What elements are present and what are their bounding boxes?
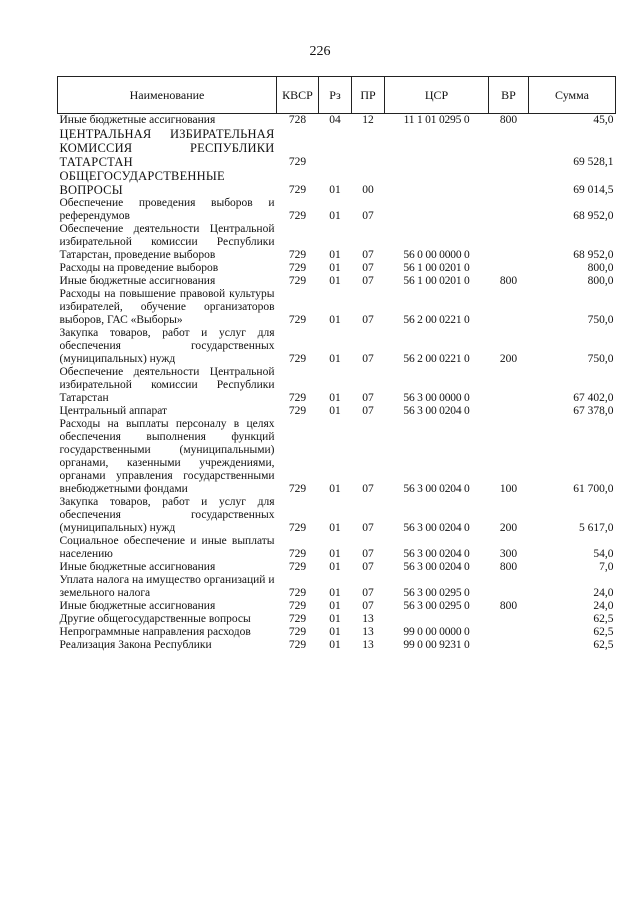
cell-vr: 200 xyxy=(499,353,518,365)
cell-csr: 56 3 00 0295 0 xyxy=(403,587,470,599)
table-row xyxy=(58,496,616,535)
cell-name: Закупка товаров, работ и услуг для обеспечения государственных (муниципальных) нужд xyxy=(59,327,275,365)
cell-vr xyxy=(489,223,529,262)
table-row xyxy=(58,223,616,262)
cell-pr: 07 xyxy=(362,600,374,612)
cell-rz xyxy=(319,127,352,169)
cell-csr: 99 0 00 0000 0 xyxy=(403,626,470,638)
cell-vr: 800 xyxy=(499,600,518,612)
cell-pr: 07 xyxy=(362,249,374,261)
cell-rz: 01 xyxy=(329,522,341,534)
cell-csr: 56 2 00 0221 0 xyxy=(403,353,470,365)
cell-csr: 56 3 00 0000 0 xyxy=(403,392,470,404)
cell-name: Расходы на проведение выборов xyxy=(59,262,219,274)
cell-name: ЦЕНТРАЛЬНАЯ ИЗБИРАТЕЛЬНАЯ КОМИССИЯ РЕСПУБЛИКИ ТАТАРСТАН xyxy=(59,127,275,169)
cell-rz: 01 xyxy=(329,314,341,326)
cell-rz: 01 xyxy=(329,600,341,612)
cell-vr xyxy=(489,288,529,327)
cell-sum: 24,0 xyxy=(593,587,614,599)
cell-kvsr: 729 xyxy=(288,548,307,560)
cell-vr xyxy=(489,127,529,169)
cell-kvsr: 729 xyxy=(288,405,307,417)
cell-vr xyxy=(489,366,529,405)
cell-rz: 01 xyxy=(329,626,341,638)
cell-name: Иные бюджетные ассигнования xyxy=(59,561,216,573)
cell-vr xyxy=(489,169,529,197)
cell-kvsr: 729 xyxy=(288,262,307,274)
cell-rz: 01 xyxy=(329,353,341,365)
cell-csr xyxy=(385,197,489,223)
table-row xyxy=(58,574,616,600)
cell-rz: 01 xyxy=(329,587,341,599)
table-header-row xyxy=(58,77,616,114)
cell-kvsr: 729 xyxy=(288,561,307,573)
cell-vr xyxy=(489,574,529,600)
cell-sum: 45,0 xyxy=(593,114,614,126)
cell-kvsr: 729 xyxy=(288,522,307,534)
cell-pr: 13 xyxy=(362,613,374,625)
cell-rz: 01 xyxy=(329,392,341,404)
cell-rz: 01 xyxy=(329,249,341,261)
cell-sum: 800,0 xyxy=(587,275,614,287)
cell-pr: 07 xyxy=(362,275,374,287)
cell-sum: 5 617,0 xyxy=(579,522,614,534)
cell-pr: 13 xyxy=(362,639,374,651)
cell-pr: 07 xyxy=(362,210,374,222)
cell-pr: 07 xyxy=(362,483,374,495)
cell-vr: 800 xyxy=(499,275,518,287)
cell-kvsr: 729 xyxy=(288,600,307,612)
cell-sum: 750,0 xyxy=(587,314,614,326)
cell-vr: 300 xyxy=(499,548,518,560)
table-row xyxy=(58,114,616,128)
cell-vr: 200 xyxy=(499,522,518,534)
cell-kvsr: 729 xyxy=(288,392,307,404)
cell-csr: 56 3 00 0204 0 xyxy=(403,483,470,495)
cell-csr: 56 3 00 0204 0 xyxy=(403,548,470,560)
cell-pr: 07 xyxy=(362,314,374,326)
cell-rz: 01 xyxy=(329,210,341,222)
cell-name: Реализация Закона Республики xyxy=(59,639,212,651)
cell-name: Центральный аппарат xyxy=(59,405,168,417)
cell-rz: 01 xyxy=(329,561,341,573)
table-row xyxy=(58,626,616,639)
cell-rz: 01 xyxy=(329,613,341,625)
cell-sum: 62,5 xyxy=(593,626,614,638)
cell-kvsr: 728 xyxy=(288,114,307,126)
table-row xyxy=(58,169,616,197)
cell-rz: 01 xyxy=(329,548,341,560)
cell-name: Непрограммные направления расходов xyxy=(59,626,251,638)
cell-name: Закупка товаров, работ и услуг для обеспечения государственных (муниципальных) нужд xyxy=(59,496,275,534)
cell-kvsr: 729 xyxy=(288,314,307,326)
cell-csr: 56 1 00 0201 0 xyxy=(403,275,470,287)
header-rz: Рз xyxy=(319,77,352,114)
cell-name: Уплата налога на имущество организаций и земельного налога xyxy=(59,574,275,599)
table-row xyxy=(58,275,616,288)
cell-kvsr: 729 xyxy=(288,483,307,495)
cell-kvsr: 729 xyxy=(288,613,307,625)
page-number: 226 xyxy=(309,44,331,59)
cell-sum: 68 952,0 xyxy=(573,249,614,261)
table-row xyxy=(58,613,616,626)
cell-name: Иные бюджетные ассигнования xyxy=(59,114,216,126)
cell-rz: 01 xyxy=(329,184,341,196)
table-row xyxy=(58,127,616,169)
cell-name: Обеспечение деятельности Центральной избирательной комиссии Республики Татарстан, проведение выборов xyxy=(59,223,275,261)
cell-kvsr: 729 xyxy=(288,210,307,222)
cell-csr xyxy=(385,127,489,169)
table-row xyxy=(58,262,616,275)
cell-name: Обеспечение деятельности Центральной избирательной комиссии Республики Татарстан xyxy=(59,366,275,404)
cell-vr xyxy=(489,262,529,275)
table-row xyxy=(58,639,616,652)
cell-csr: 56 3 00 0204 0 xyxy=(403,561,470,573)
cell-rz: 04 xyxy=(329,114,341,126)
cell-vr: 100 xyxy=(499,483,518,495)
cell-kvsr: 729 xyxy=(288,184,307,196)
cell-kvsr: 729 xyxy=(288,626,307,638)
cell-vr xyxy=(489,197,529,223)
cell-vr: 800 xyxy=(499,114,518,126)
cell-csr: 56 3 00 0204 0 xyxy=(403,522,470,534)
cell-csr xyxy=(385,613,489,626)
cell-kvsr: 729 xyxy=(288,639,307,651)
cell-sum: 62,5 xyxy=(593,613,614,625)
cell-pr: 07 xyxy=(362,405,374,417)
cell-name: Иные бюджетные ассигнования xyxy=(59,600,216,612)
cell-name: ОБЩЕГОСУДАРСТВЕННЫЕ ВОПРОСЫ xyxy=(59,169,225,197)
cell-name: Иные бюджетные ассигнования xyxy=(59,275,216,287)
cell-kvsr: 729 xyxy=(288,156,307,168)
cell-csr: 56 3 00 0295 0 xyxy=(403,600,470,612)
cell-kvsr: 729 xyxy=(288,353,307,365)
cell-sum: 67 402,0 xyxy=(573,392,614,404)
cell-name: Расходы на выплаты персоналу в целях обеспечения выполнения функций государственными (муниципальными) органами, казенными учреждениями, органами управления государственными внебюджетными фондами xyxy=(59,418,275,495)
header-sum: Сумма xyxy=(529,77,616,114)
cell-kvsr: 729 xyxy=(288,587,307,599)
cell-pr: 07 xyxy=(362,353,374,365)
cell-sum: 69 014,5 xyxy=(573,184,614,196)
cell-pr: 12 xyxy=(362,114,374,126)
cell-csr xyxy=(385,169,489,197)
header-csr: ЦСР xyxy=(385,77,489,114)
table-row xyxy=(58,535,616,561)
cell-sum: 54,0 xyxy=(593,548,614,560)
cell-csr: 56 2 00 0221 0 xyxy=(403,314,470,326)
cell-pr: 00 xyxy=(362,184,374,196)
cell-pr: 07 xyxy=(362,392,374,404)
cell-pr: 07 xyxy=(362,587,374,599)
cell-rz: 01 xyxy=(329,639,341,651)
cell-vr xyxy=(489,626,529,639)
header-pr: ПР xyxy=(352,77,385,114)
cell-name: Обеспечение проведения выборов и референдумов xyxy=(59,197,275,222)
cell-pr xyxy=(352,127,385,169)
cell-csr: 99 0 00 9231 0 xyxy=(403,639,470,651)
cell-sum: 61 700,0 xyxy=(573,483,614,495)
cell-rz: 01 xyxy=(329,405,341,417)
table-row xyxy=(58,366,616,405)
header-name: Наименование xyxy=(58,77,277,114)
header-kvsr: КВСР xyxy=(277,77,319,114)
cell-sum: 800,0 xyxy=(587,262,614,274)
cell-vr xyxy=(489,613,529,626)
cell-sum: 67 378,0 xyxy=(573,405,614,417)
cell-sum: 7,0 xyxy=(599,561,614,573)
cell-sum: 750,0 xyxy=(587,353,614,365)
cell-kvsr: 729 xyxy=(288,249,307,261)
cell-sum: 24,0 xyxy=(593,600,614,612)
cell-rz: 01 xyxy=(329,275,341,287)
cell-rz: 01 xyxy=(329,262,341,274)
header-vr: ВР xyxy=(489,77,529,114)
cell-vr: 800 xyxy=(499,561,518,573)
cell-sum: 69 528,1 xyxy=(573,156,614,168)
cell-pr: 07 xyxy=(362,262,374,274)
table-row xyxy=(58,197,616,223)
cell-vr xyxy=(489,405,529,418)
cell-pr: 13 xyxy=(362,626,374,638)
cell-vr xyxy=(489,639,529,652)
cell-rz: 01 xyxy=(329,483,341,495)
cell-pr: 07 xyxy=(362,548,374,560)
cell-csr: 56 3 00 0204 0 xyxy=(403,405,470,417)
table-row xyxy=(58,405,616,418)
cell-csr: 11 1 01 0295 0 xyxy=(403,114,470,126)
budget-table xyxy=(57,76,616,652)
cell-name: Расходы на повышение правовой культуры избирателей, обучение организаторов выборов, ГАС «Выборы» xyxy=(59,288,275,326)
table-row xyxy=(58,561,616,574)
cell-pr: 07 xyxy=(362,561,374,573)
table-row xyxy=(58,600,616,613)
cell-csr: 56 0 00 0000 0 xyxy=(403,249,470,261)
cell-sum: 62,5 xyxy=(593,639,614,651)
cell-name: Социальное обеспечение и иные выплаты населению xyxy=(59,535,275,560)
cell-sum: 68 952,0 xyxy=(573,210,614,222)
cell-pr: 07 xyxy=(362,522,374,534)
table-row xyxy=(58,418,616,496)
table-row xyxy=(58,288,616,327)
cell-name: Другие общегосударственные вопросы xyxy=(59,613,251,625)
table-row xyxy=(58,327,616,366)
cell-kvsr: 729 xyxy=(288,275,307,287)
cell-csr: 56 1 00 0201 0 xyxy=(403,262,470,274)
